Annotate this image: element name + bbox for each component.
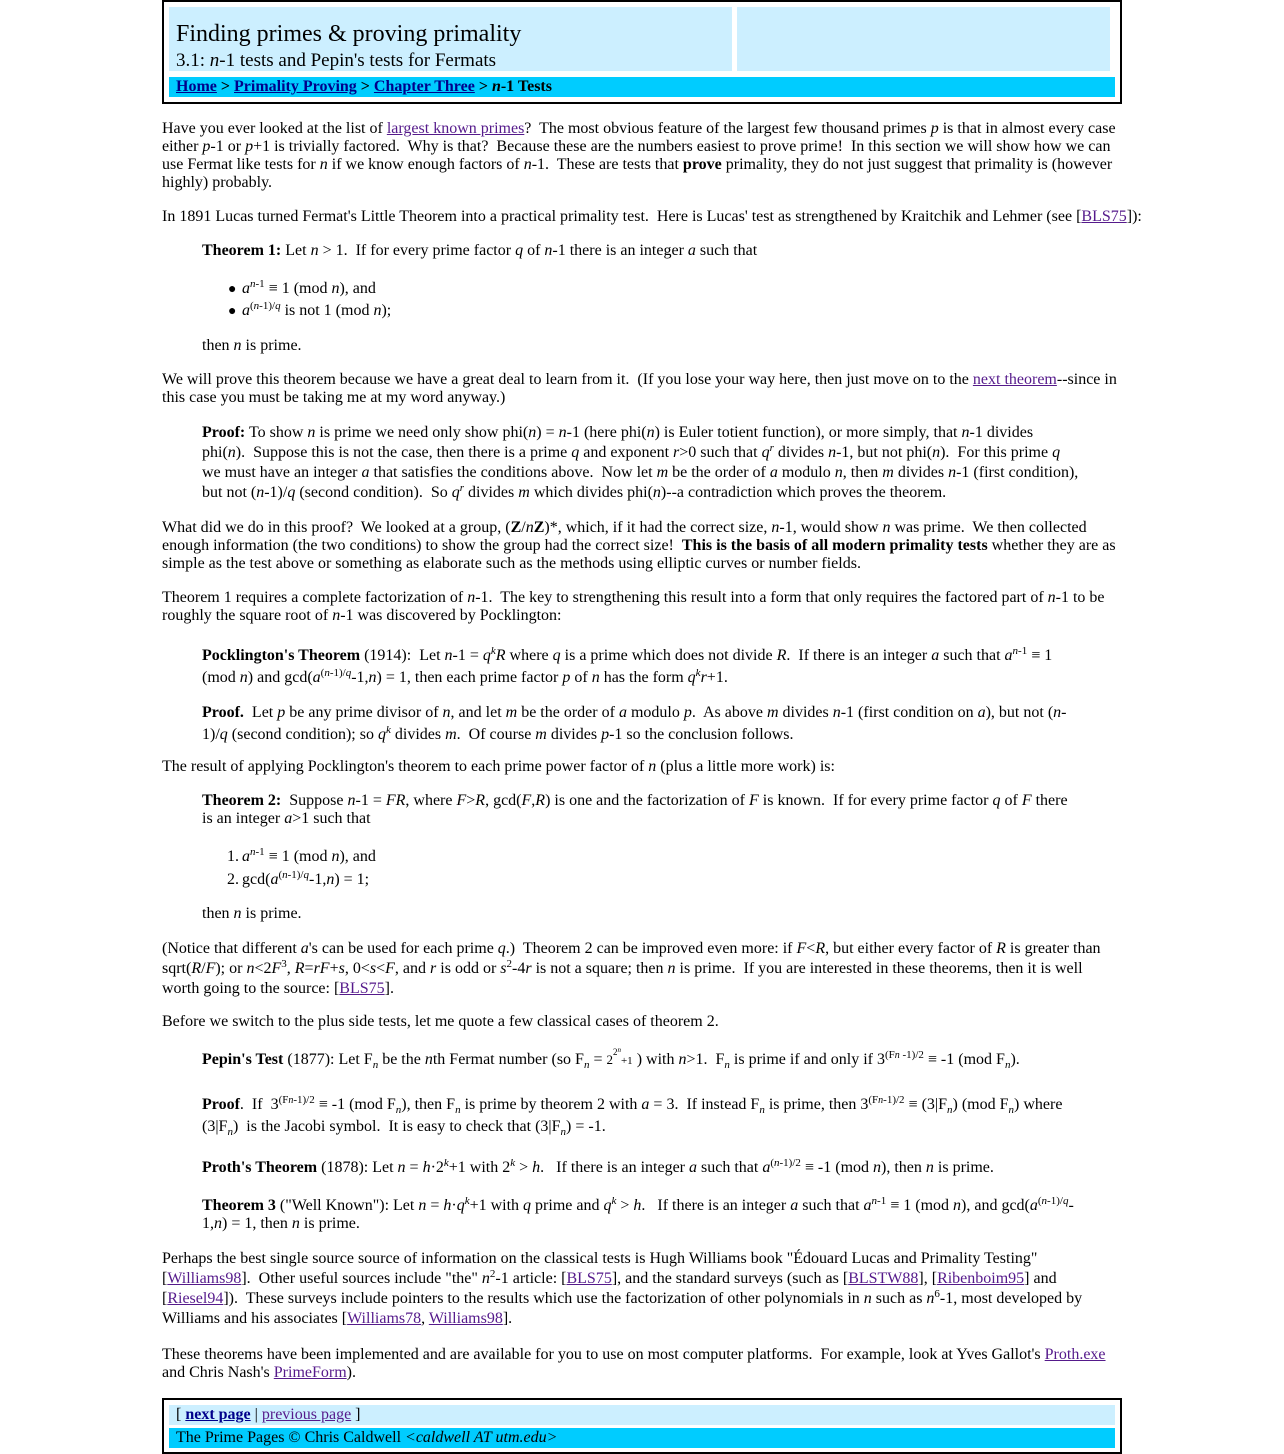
williams98-link-2[interactable]: Williams98 [428, 1310, 503, 1327]
previous-page-link[interactable]: previous page [261, 1406, 352, 1423]
next-page-link[interactable]: next page [185, 1406, 251, 1423]
footer-email: <caldwell AT utm.edu> [405, 1429, 558, 1446]
breadcrumb: Home > Primality Proving > Chapter Three > n-1 Tests [169, 77, 1115, 97]
bullet-icon: ● [228, 304, 237, 319]
proth-exe-link[interactable]: Proth.exe [1044, 1346, 1106, 1363]
pocklington-intro-paragraph: Theorem 1 requires a complete factorization of n-1. The key to strengthening this result into a form that only requires the factored part of n-1 to be roughly the square root of n-1 was discovered by Pocklington: [162, 589, 1105, 624]
next-theorem-link[interactable]: next theorem [972, 371, 1057, 388]
riesel94-link[interactable]: Riesel94 [167, 1290, 224, 1307]
ribenboim95-link[interactable]: Ribenboim95 [937, 1270, 1025, 1287]
pocklington-result-paragraph: The result of applying Pocklington's theorem to each prime power factor of n (plus a little more work) is: [162, 758, 835, 775]
theorem-1-condition-2: $a^{(n-1)/q}$ is not 1 (mod n); [242, 300, 392, 319]
breadcrumb-chapter-three-link[interactable]: Chapter Three [373, 78, 475, 95]
theorem-1-proof: Proof: To show n is prime we need only show phi(n) = n-1 (here phi(n) is Euler totient function), or more simply, that n-1 divides phi(n). Suppose this is not the case, then there is a prime q and exponent r>0 such that $q^r$ divides n-1, but not phi(n). For this prime q we must have an integer a that satisfies the conditions above. Now let m be the order of a modulo n, then m divides n-1 (first condition), but not (n-1)/q (second condition). So $q^r$ divides m which divides phi(n)--a contradiction which proves the theorem. [202, 424, 1079, 501]
pocklington-theorem: Pocklington's Theorem (1914): Let $n-1 = q^kR$ where q is a prime which does not divide R. If there is an integer a such that $a^{n-1} \equiv 1$ (mod n) and $\gcd(a^{(n-1)/q}-1,n) = 1$, then each prime factor p of n has the form $q^kr+1$. [202, 645, 1053, 686]
theorem-3: Theorem 3 ("Well Known"): Let $n = h\cdot q^k+1$ with q prime and $q^k > h$. If there is an integer a such that $a^{n-1} \equiv 1$ (mod n), and $\gcd(a^{(n-1)/q}-1,n) = 1$, then n is prime. [202, 1195, 1074, 1232]
bls75-link[interactable]: BLS75 [1081, 208, 1127, 225]
theorem-2-conclusion: then n is prime. [202, 905, 302, 922]
pepins-proof: Proof. If $3^{(Fn-1)/2} \equiv -1$ (mod $F_n$), then $F_n$ is prime by theorem 2 with a = 3. If instead $F_n$ is prime, then $3^{(Fn-1)/2} \equiv (3|F_n)$ (mod $F_n$) where $(3|F_n)$ is the Jacobi symbol. It is easy to check that $(3|F_n) = -1$. [202, 1094, 1063, 1138]
sources-paragraph: Perhaps the best single source source of information on the classical tests is Hugh Williams book "Édouard Lucas and Primality Testing" [Williams98]. Other useful sources include "the" $n^2-1$ article: [BLS75], and the standard surveys (such as [BLSTW88], [Ribenboim95] and [Riesel94]). These surveys include pointers to the results which use the factorization of other polynomials in n such as $n^6-1$, most developed by Williams and his associates [Williams78, Williams98]. [162, 1250, 1083, 1327]
theorem-2-notice-paragraph: (Notice that different a's can be used for each prime q.) Theorem 2 can be improved even more: if F<R, but either every factor of R is greater than sqrt(R/F); or $n<2F^3$, R=rF+s, 0<s<F, and r is odd or $s^2-4r$ is not a square; then n is prime. If you are interested in these theorems, then it is well worth going to the source: [BLS75]. [162, 940, 1101, 997]
page-footer [162, 1398, 1122, 1454]
bls75-link-2[interactable]: BLS75 [339, 980, 385, 997]
footer-copyright: The Prime Pages © Chris Caldwell <caldwell AT utm.edu> [169, 1428, 1115, 1448]
classical-cases-paragraph: Before we switch to the plus side tests, let me quote a few classical cases of theorem 2. [162, 1013, 719, 1030]
header-right-cell [737, 7, 1110, 71]
theorem-2-condition-1: $a^{n-1} \equiv 1$ (mod n), and [242, 846, 376, 865]
header-title-cell [169, 7, 732, 71]
proths-theorem: Proth's Theorem (1878): Let $n = h\cdot 2^k+1$ with $2^k > h$. If there is an integer a such that $a^{(n-1)/2} \equiv -1$ (mod n), then n is prime. [202, 1157, 994, 1176]
pepins-test: Pepin's Test (1877): Let $F_n$ be the nth Fermat number (so $F_n = 2^{2^n}+1$ ) with n>1. $F_n$ is prime if and only if $3^{(Fn -1)/2} \equiv -1$ (mod $F_n$). [202, 1046, 1020, 1071]
largest-known-primes-link[interactable]: largest known primes [386, 120, 525, 137]
implementations-paragraph: These theorems have been implemented and are available for you to use on most computer platforms. For example, look at Yves Gallot's Proth.exe and Chris Nash's PrimeForm). [162, 1346, 1106, 1381]
pocklington-proof: Proof. Let p be any prime divisor of n, and let m be the order of a modulo p. As above m divides n-1 (first condition on a), but not (n-1)/q (second condition); so $q^k$ divides m. Of course m divides p-1 so the conclusion follows. [202, 704, 1067, 743]
page-header [162, 0, 1122, 104]
theorem-2: Theorem 2: Suppose n-1 = FR, where F>R, gcd(F,R) is one and the factorization of F is known. If for every prime factor q of F there is an integer a>1 such that [202, 792, 1068, 827]
proof-intro-paragraph: We will prove this theorem because we have a great deal to learn from it. (If you lose your way here, then just move on to the next theorem--since in this case you must be taking me at my word anyway.) [162, 371, 1117, 406]
group-paragraph: What did we do in this proof? We looked at a group, (Z/nZ)*, which, if it had the correct size, n-1, would show n was prime. We then collected enough information (the two conditions) to show the group had the correct size! This is the basis of all modern primality tests whether they are as simple as the test above or something as elaborate such as the methods using elliptic curves or number fields. [162, 519, 1116, 572]
theorem-1-conclusion: then n is prime. [202, 337, 302, 354]
bls75-link-3[interactable]: BLS75 [566, 1270, 612, 1287]
theorem-2-condition-2: $\gcd(a^{(n-1)/q}-1,n) = 1$; [242, 869, 370, 888]
primeform-link[interactable]: PrimeForm [273, 1364, 347, 1381]
theorem-1-condition-1: $a^{n-1} \equiv 1$ (mod n), and [242, 278, 376, 297]
page-title: Finding primes & proving primality [176, 21, 522, 47]
bullet-icon: ● [228, 282, 237, 297]
williams78-link[interactable]: Williams78 [347, 1310, 422, 1327]
breadcrumb-current: n [491, 78, 501, 95]
lucas-paragraph: In 1891 Lucas turned Fermat's Little Theorem into a practical primality test. Here is Lucas' test as strengthened by Kraitchik and Lehmer (see [BLS75]): [162, 208, 1142, 225]
list-number: 1. [227, 848, 239, 865]
intro-paragraph: Have you ever looked at the list of largest known primes? The most obvious feature of the largest few thousand primes p is that in almost every case either p-1 or p+1 is trivially factored. Why is that? Because these are the numbers easiest to prove prime! In this section we will show how we can use Fermat like tests for n if we know enough factors of n-1. These are tests that prove primality, they do not just suggest that primality is (however highly) probably. [162, 120, 1116, 191]
theorem-1: Theorem 1: Let n > 1. If for every prime factor q of n-1 there is an integer a such that [202, 242, 758, 259]
page-subtitle: 3.1: n-1 tests and Pepin's tests for Fermats [176, 50, 497, 71]
list-number: 2. [227, 871, 239, 888]
williams98-link[interactable]: Williams98 [167, 1270, 242, 1287]
footer-nav: [ next page | previous page ] [169, 1405, 1115, 1425]
breadcrumb-primality-proving-link[interactable]: Primality Proving [234, 78, 357, 95]
breadcrumb-home-link[interactable]: Home [176, 78, 217, 95]
blstw88-link[interactable]: BLSTW88 [848, 1270, 919, 1287]
